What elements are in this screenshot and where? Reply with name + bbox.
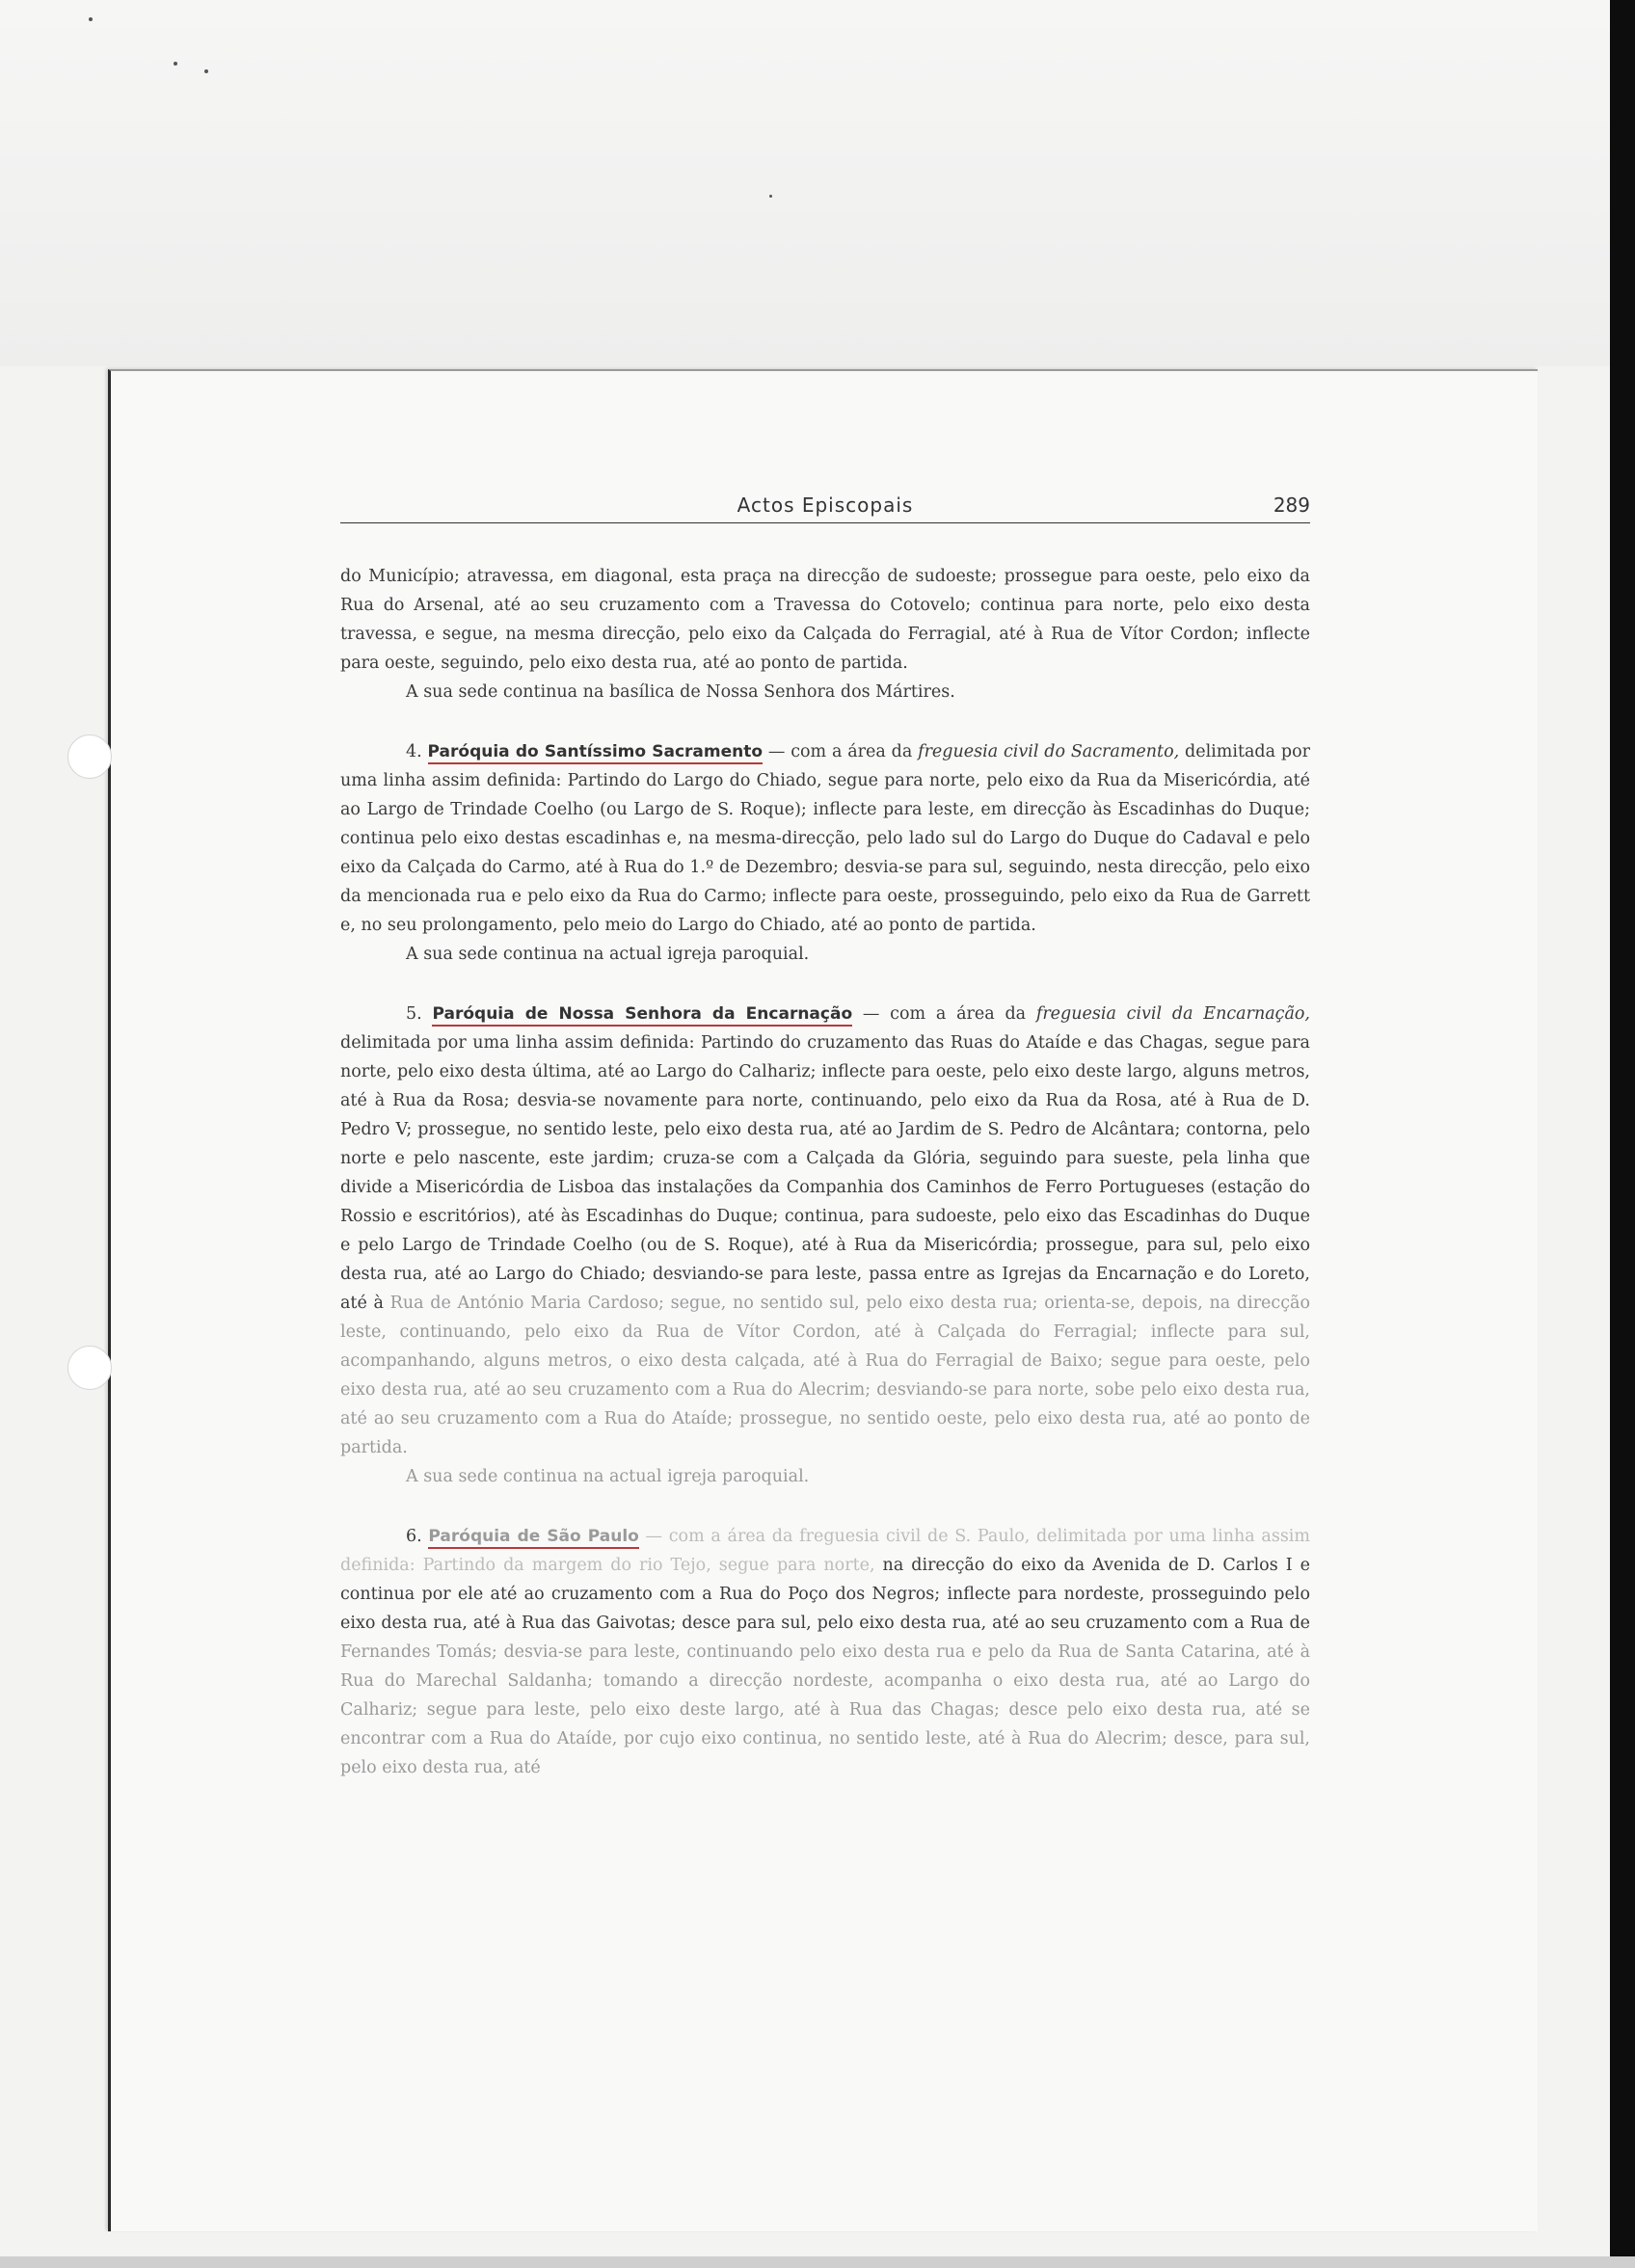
section-5-text-a: delimitada por uma linha assim definida: Partindo do cruzamento das Ruas do Ataíde e das Chagas, segue para norte, pelo eixo desta última, até ao Largo do Calhariz; inflecte para oeste, pelo eixo deste largo, alguns metros, até à Rua da Rosa; desvia-se novamente para norte, continuando, pelo eixo da Rua da Rosa, até à Rua de D. Pedro V; prossegue, no sentido leste, pelo eixo desta rua, até ao Jardim de S. Pedro de Alcântara; contorna, pelo norte e pelo nascente, este jardim; cruza-se com a Calçada da Glória, seguindo para sueste, pela linha que divide a Misericórdia de Lisboa das instalações da Companhia dos Caminhos de Ferro Portugueses (estação do Rossio e escritórios), até às Escadinhas do Duque; continua, para sudoeste, pelo eixo das Escadinhas do Duque e pelo Largo de Trindade Coelho (ou de S. Roque), até à Rua da Misericórdia; prossegue, para sul, pelo eixo desta rua, até ao Largo do Chiado; desviando-se para leste, passa entre as Igrejas da Encarnação e do Loreto, até à (340, 1033, 1310, 1313)
section-5-italic: freguesia civil da Encarnação, (1035, 1004, 1310, 1024)
punch-hole (67, 1346, 112, 1390)
section-5-dash: — com a área da (852, 1004, 1036, 1024)
spacer (340, 1491, 1310, 1522)
section-5 (340, 1000, 1310, 1462)
section-4-title: Paróquia do Santíssimo Sacramento (428, 742, 764, 764)
section-6-text-c: Fernandes Tomás; desvia-se para leste, continuando pelo eixo desta rua e pelo da Rua de Santa Catarina, até à Rua do Marechal Saldanha; tomando a direcção nordeste, acompanha o eixo desta rua, até ao Largo do Calhariz; segue para leste, pelo eixo deste largo, até à Rua das Chagas; desce pelo eixo desta rua, até se encontrar com a Rua do Ataíde, por cujo eixo continua, no sentido leste, até à Rua do Alecrim; desce, para sul, pelo eixo desta rua, até (340, 1642, 1310, 1777)
section-6-text-a: — com a área da freguesia civil de S. Paulo, delimitada por uma linha assim definida: Partindo da margem do rio Tejo, segue para norte, (340, 1527, 1310, 1575)
punch-hole (67, 734, 112, 779)
section-4-italic: freguesia civil do Sacramento, (918, 742, 1180, 761)
section-5-title: Paróquia de Nossa Senhora da Encarnação (432, 1004, 852, 1027)
scan-bottom-edge (0, 2256, 1635, 2268)
paragraph-continuation: do Município; atravessa, em diagonal, esta praça na direcção de sudoeste; prossegue para oeste, pelo eixo da Rua do Arsenal, até ao seu cruzamento com a Travessa do Cotovelo; continua para norte, pelo eixo desta travessa, e segue, na mesma direcção, pelo eixo da Calçada do Ferragial, até à Rua de Vítor Cordon; inflecte para oeste, seguindo, pelo eixo desta rua, até ao ponto de partida. (340, 567, 1310, 673)
section-5-number: 5. (406, 1004, 422, 1024)
section-4-text: delimitada por uma linha assim definida: Partindo do Largo do Chiado, segue para norte, pelo eixo da Rua da Misericórdia, até ao Largo de Trindade Coelho (ou Largo de S. Roque); inflecte para leste, em direcção às Escadinhas do Duque; continua pelo eixo destas escadinhas e, na mesma-direcção, pelo lado sul do Largo do Duque do Cadaval e pelo eixo da Calçada do Carmo, até à Rua do 1.º de Dezembro; desvia-se para sul, seguindo, nesta direcção, pelo eixo da mencionada rua e pelo eixo da Rua do Carmo; inflecte para oeste, prosseguindo, pelo eixo da Rua de Garrett e, no seu prolongamento, pelo meio do Largo do Chiado, até ao ponto de partida. (340, 742, 1310, 935)
section-4-sede: A sua sede continua na actual igreja paroquial. (406, 945, 810, 964)
scan-background (0, 0, 1635, 366)
spacer (340, 969, 1310, 1000)
section-5-sede: A sua sede continua na actual igreja paroquial. (406, 1467, 810, 1486)
section-6-number: 6. (406, 1527, 422, 1546)
spacer (340, 707, 1310, 737)
section-5-text-b: Rua de António Maria Cardoso; segue, no sentido sul, pelo eixo desta rua; orienta-se, depois, na direcção leste, continuando, pelo eixo da Rua de Vítor Cordon, até à Calçada do Ferragial; inflecte para sul, acompanhando, alguns metros, o eixo desta calçada, até à Rua do Ferragial de Baixo; segue para oeste, pelo eixo desta rua, até ao seu cruzamento com a Rua do Alecrim; desviando-se para norte, sobe pelo eixo desta rua, até ao seu cruzamento com a Rua do Ataíde; prossegue, no sentido oeste, pelo eixo desta rua, até ao ponto de partida. (340, 1294, 1310, 1457)
section-4-number: 4. (406, 742, 422, 761)
section-6-title: Paróquia de São Paulo (428, 1527, 638, 1549)
dust-speck (174, 62, 177, 66)
section-6-text-b: na direcção do eixo da Avenida de D. Carlos I e continua por ele até ao cruzamento com a Rua do Poço dos Negros; inflecte para nordeste, prosseguindo pelo eixo desta rua, até à Rua das Gaivotas; desce para sul, pelo eixo desta rua, até ao seu cruzamento com a Rua de (340, 1556, 1310, 1633)
section-4-dash: — com a área da (763, 742, 919, 761)
dust-speck (769, 195, 772, 198)
section-6 (340, 1522, 1310, 1782)
scan-edge (1610, 0, 1635, 2268)
dust-speck (89, 17, 93, 21)
section-4 (340, 737, 1310, 940)
sede-note: A sua sede continua na basílica de Nossa Senhora dos Mártires. (406, 682, 955, 702)
document-body (340, 562, 1310, 1782)
dust-speck (204, 69, 208, 73)
running-title: Actos Episcopais (737, 494, 914, 517)
page-number: 289 (1273, 494, 1310, 517)
running-header (340, 490, 1310, 523)
